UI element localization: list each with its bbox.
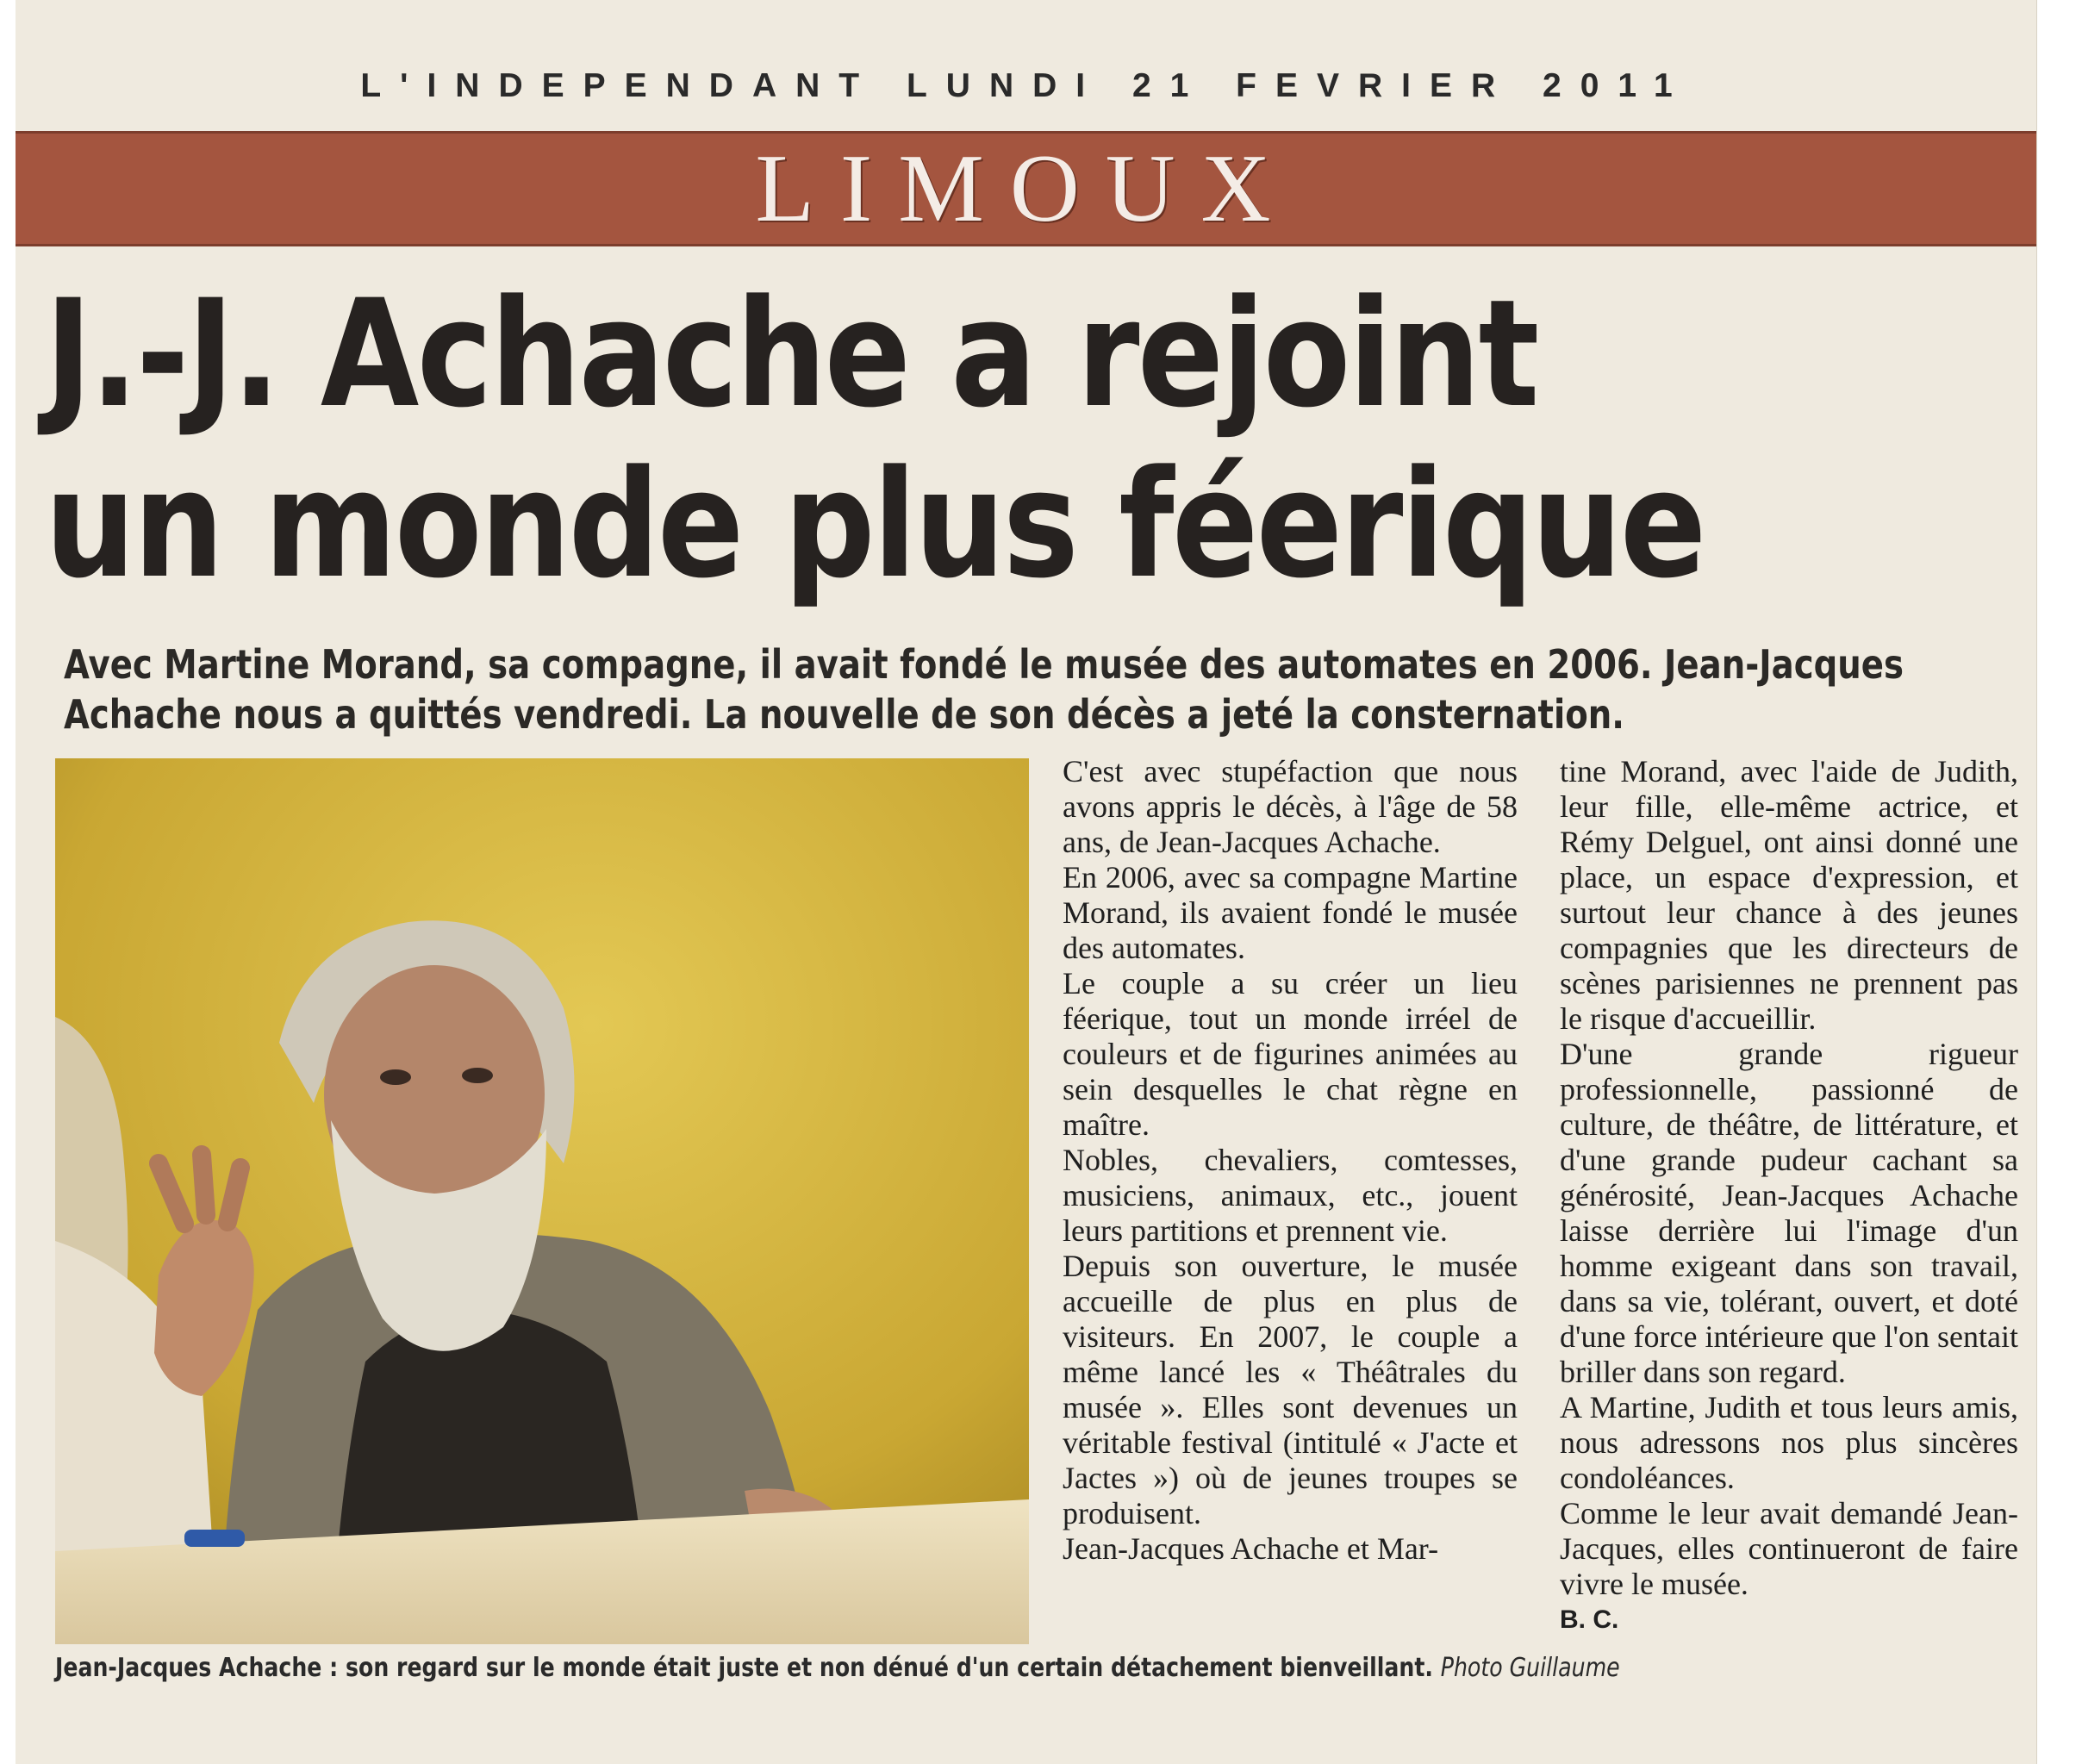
paragraph: Comme le leur avait demandé Jean-Jacques, elles continueront de faire vivre le musée. (1560, 1496, 2018, 1601)
section-title: LIMOUX (755, 135, 1297, 242)
paragraph: Le couple a su créer un lieu féerique, tout un monde irréel de couleurs et de figurines animées au sein desquelles le chat règne en maître. (1063, 966, 1518, 1142)
lead-line-1: Avec Martine Morand, sa compagne, il avait fondé le musée des automates en 2006. Jean-Jacques (64, 641, 1904, 688)
portrait-photo (55, 758, 1029, 1644)
paragraph: D'une grande rigueur professionnelle, passionné de culture, de théâtre, de littérature, et d'une grande pudeur cachant sa générosité, Jean-Jacques Achache laisse derrière lui l'image d'un homme exigeant dans son travail, dans sa vie, tolérant, ouvert, et doté d'une force intérieure que l'on sentait briller dans son regard. (1560, 1037, 2018, 1389)
headline-line-2: un monde plus féerique (45, 438, 1705, 611)
article-headline (45, 269, 1749, 610)
section-banner (16, 131, 2036, 246)
paragraph: Jean-Jacques Achache et Mar- (1063, 1531, 1439, 1566)
photo-caption (55, 1651, 1620, 1686)
photo-credit: Photo Guillaume (1440, 1653, 1620, 1683)
author-signature: B. C. (1560, 1605, 1619, 1634)
paragraph: Nobles, chevaliers, comtesses, musiciens, animaux, etc., jouent leurs partitions et prennent vie. (1063, 1143, 1518, 1248)
paragraph: tine Morand, avec l'aide de Judith, leur fille, elle-même actrice, et Rémy Delguel, ont ainsi donné une place, un espace d'expression, et surtout leur chance à des jeunes compagnies que les directeurs de scènes parisiennes ne prennent pas le risque d'accueillir. (1560, 754, 2018, 1036)
newspaper-masthead: L'INDEPENDANT LUNDI 21 FEVRIER 2011 (360, 67, 1692, 104)
headline-line-1: J.-J. Achache a rejoint (45, 267, 1537, 440)
article-column-1 (1063, 754, 1518, 1567)
caption-text: Jean-Jacques Achache : son regard sur le monde était juste et non dénué d'un certain détachement bienveillant. (55, 1653, 1433, 1683)
paragraph: Depuis son ouverture, le musée accueille de plus en plus de visiteurs. En 2007, le couple a même lancé les « Théâtrales du musée ». Elles sont devenues un véritable festival (intitulé « J'acte et Jactes ») où de jeunes troupes se produisent. (1063, 1249, 1518, 1530)
portrait-illustration (55, 758, 1029, 1644)
article-lead (64, 639, 1904, 739)
lead-line-2: Achache nous a quittés vendredi. La nouvelle de son décès a jeté la consternation. (64, 691, 1624, 738)
article-column-2 (1560, 754, 2018, 1637)
paragraph: En 2006, avec sa compagne Martine Morand, ils avaient fondé le musée des automates. (1063, 860, 1518, 965)
paragraph: A Martine, Judith et tous leurs amis, nous adressons nos plus sincères condoléances. (1560, 1390, 2018, 1495)
paragraph: C'est avec stupéfaction que nous avons appris le décès, à l'âge de 58 ans, de Jean-Jacques Achache. (1063, 754, 1518, 859)
